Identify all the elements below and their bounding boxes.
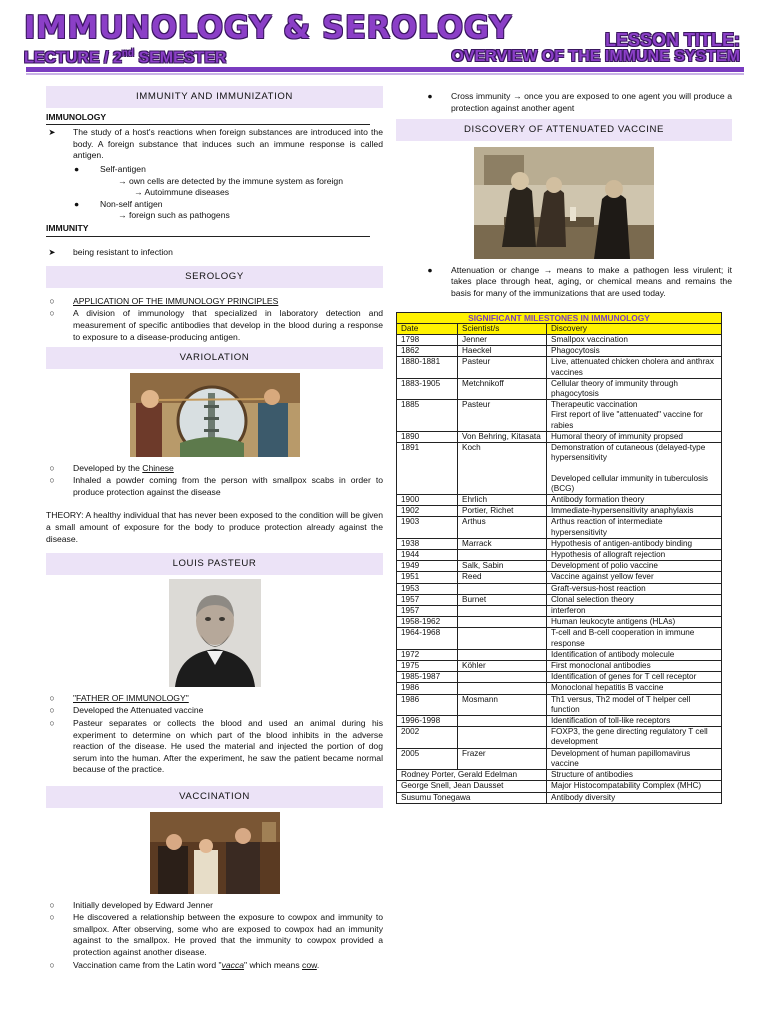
table-row — [397, 628, 722, 649]
milestones-table-body — [397, 312, 722, 803]
cell-discovery: Demonstration of cutaneous (delayed-type hypersensitivity Developed cellular immunity in tuberculosis (BCG) — [547, 443, 722, 495]
variolation-item-2 — [46, 475, 383, 498]
nonself-antigen-detail: → foreign such as pathogens — [118, 210, 230, 221]
attenuation-item — [396, 265, 732, 300]
circle-bullet-icon: ○ — [49, 308, 55, 319]
cell-date: 1900 — [397, 495, 458, 506]
attenuation-text: Attenuation or change → means to make a pathogen less virulent; it takes place through heat, aging, or chemical means and remains the basis for many of the immunizations that are used today. — [451, 264, 732, 298]
cell-discovery: Antibody diversity — [547, 792, 722, 803]
cell-discovery: Immediate-hypersensitivity anaphylaxis — [547, 506, 722, 517]
dot-bullet-icon: ● — [427, 91, 433, 101]
table-row — [397, 495, 722, 506]
lecture-sup: nd — [121, 48, 135, 59]
immunology-heading: IMMUNOLOGY — [46, 112, 370, 126]
cell-date: 1985-1987 — [397, 672, 458, 683]
self-antigen-detail-1: → own cells are detected by the immune system as foreign — [118, 175, 343, 186]
cell-scientist: Pasteur — [458, 400, 547, 432]
cell-date: 1957 — [397, 606, 458, 617]
table-row — [397, 694, 722, 715]
table-row-wide — [397, 770, 722, 781]
cell-date: 1996-1998 — [397, 716, 458, 727]
cell-discovery: First monoclonal antibodies — [547, 661, 722, 672]
vaccination-item-1 — [46, 900, 383, 912]
cell-scientists: George Snell, Jean Dausset — [397, 781, 547, 792]
pasteur-item-1 — [46, 693, 383, 705]
arrow-bullet-icon: ➤ — [48, 246, 56, 257]
vaccination-item-3-pre: Vaccination came from the Latin word " — [73, 959, 222, 970]
cell-scientist — [458, 583, 547, 594]
cell-discovery: Cellular theory of immunity through phagocytosis — [547, 378, 722, 399]
table-row — [397, 443, 722, 495]
lecture-prefix: LECTURE / 2 — [24, 49, 122, 67]
table-caption: SIGNIFICANT MILESTONES IN IMMUNOLOGY — [397, 312, 722, 323]
cross-immunity-text: Cross immunity → once you are exposed to one agent you will produce a protection against another agent — [451, 91, 732, 113]
circle-bullet-icon: ○ — [49, 462, 55, 473]
cell-scientist — [458, 727, 547, 748]
cell-scientist: Jenner — [458, 334, 547, 345]
section-variolation: VARIOLATION — [46, 347, 383, 369]
cell-scientist — [458, 683, 547, 694]
cell-scientist — [458, 672, 547, 683]
cell-date: 1883-1905 — [397, 378, 458, 399]
milestones-table — [396, 312, 722, 804]
dot-bullet-icon: ● — [74, 163, 80, 174]
circle-bullet-icon: ○ — [49, 692, 55, 703]
table-row — [397, 716, 722, 727]
table-row — [397, 431, 722, 442]
cell-discovery: Vaccine against yellow fever — [547, 572, 722, 583]
cell-discovery: Therapeutic vaccination First report of live "attenuated" vaccine for rabies — [547, 400, 722, 432]
table-caption-row — [397, 312, 722, 323]
self-antigen-item — [46, 164, 383, 176]
cell-scientist: Mosmann — [458, 694, 547, 715]
section-attenuated-vaccine: DISCOVERY OF ATTENUATED VACCINE — [396, 119, 732, 141]
cell-date: 1944 — [397, 550, 458, 561]
table-row — [397, 517, 722, 538]
circle-bullet-icon: ○ — [49, 899, 55, 910]
section-louis-pasteur: LOUIS PASTEUR — [46, 553, 383, 575]
cell-scientist: Pasteur — [458, 357, 547, 378]
cell-scientist: Ehrlich — [458, 495, 547, 506]
self-antigen-detail-2: → Autoimmune diseases — [134, 187, 230, 198]
cell-discovery: Hypothesis of antigen-antibody binding — [547, 538, 722, 549]
pasteur-item-2-text: Developed the Attenuated vaccine — [73, 705, 204, 716]
circle-bullet-icon: ○ — [49, 295, 55, 306]
lecture-suffix: SEMESTER — [134, 49, 227, 67]
pasteur-item-2 — [46, 705, 383, 717]
cell-date: 1953 — [397, 583, 458, 594]
cell-scientist — [458, 550, 547, 561]
table-row — [397, 606, 722, 617]
cell-discovery: Development of polio vaccine — [547, 561, 722, 572]
cell-scientists: Susumu Tonegawa — [397, 792, 547, 803]
cell-discovery: Clonal selection theory — [547, 594, 722, 605]
vaccination-item-2-text: He discovered a relationship between the exposure to cowpox and immunity to smallpox. After observing, some who are exposed to cowpox had an immunity against to the smallpox. He proved that the immunity to cowpox provided a protection against another disease. — [73, 912, 383, 957]
immunity-definition — [46, 247, 383, 259]
table-row — [397, 748, 722, 769]
cell-scientist: Metchnikoff — [458, 378, 547, 399]
cell-date: 1938 — [397, 538, 458, 549]
dot-bullet-icon: ● — [427, 264, 433, 275]
cell-date: 1986 — [397, 683, 458, 694]
cell-scientist — [458, 617, 547, 628]
cell-discovery: Major Histocompatability Complex (MHC) — [547, 781, 722, 792]
circle-bullet-icon: ○ — [49, 475, 55, 486]
pasteur-item-1-text: "FATHER OF IMMUNOLOGY" — [73, 692, 189, 703]
table-row — [397, 727, 722, 748]
dot-bullet-icon: ● — [74, 198, 80, 209]
cell-date: 1891 — [397, 443, 458, 495]
variolation-item-1 — [46, 463, 383, 475]
header-date: Date — [397, 323, 458, 334]
table-row-wide — [397, 792, 722, 803]
immunology-definition — [46, 127, 383, 162]
cell-discovery: Phagocytosis — [547, 346, 722, 357]
cell-date: 1975 — [397, 661, 458, 672]
table-row — [397, 594, 722, 605]
cell-scientist: Burnet — [458, 594, 547, 605]
table-header-row — [397, 323, 722, 334]
vaccination-item-2 — [46, 912, 383, 958]
circle-bullet-icon: ○ — [49, 959, 55, 970]
cell-date: 1949 — [397, 561, 458, 572]
table-row — [397, 506, 722, 517]
cell-discovery: T-cell and B-cell cooperation in immune response — [547, 628, 722, 649]
table-row — [397, 538, 722, 549]
immunology-definition-text: The study of a host's reactions when foreign substances are introduced into the body. A foreign substance that induces such an immune response is called antigen. — [73, 127, 383, 161]
table-row — [397, 683, 722, 694]
variolation-chinese: Chinese — [142, 462, 174, 473]
table-row — [397, 572, 722, 583]
circle-bullet-icon: ○ — [49, 718, 55, 729]
pasteur-item-3 — [46, 718, 383, 776]
table-row — [397, 400, 722, 432]
lesson-title-label: LESSON TITLE: — [605, 30, 740, 50]
cell-discovery: Identification of antibody molecule — [547, 649, 722, 660]
cell-scientist: Von Behring, Kitasata — [458, 431, 547, 442]
cell-discovery: Smallpox vaccination — [547, 334, 722, 345]
circle-bullet-icon: ○ — [49, 705, 55, 716]
cell-discovery: FOXP3, the gene directing regulatory T cell development — [547, 727, 722, 748]
table-row — [397, 583, 722, 594]
cell-date: 1885 — [397, 400, 458, 432]
right-column — [396, 86, 732, 804]
variolation-item-2-text: Inhaled a powder coming from the person with smallpox scabs in order to produce protection against the disease — [73, 475, 383, 497]
cell-date: 2005 — [397, 748, 458, 769]
vaccination-latin-word: vacca — [221, 959, 245, 970]
cell-scientist: Salk, Sabin — [458, 561, 547, 572]
section-serology: SEROLOGY — [46, 266, 383, 288]
cell-discovery: Antibody formation theory — [547, 495, 722, 506]
table-row-wide — [397, 781, 722, 792]
circle-bullet-icon: ○ — [49, 912, 55, 923]
cell-date: 1903 — [397, 517, 458, 538]
cell-discovery: Monoclonal hepatitis B vaccine — [547, 683, 722, 694]
cell-scientist: Reed — [458, 572, 547, 583]
cell-date: 1957 — [397, 594, 458, 605]
cell-date: 2002 — [397, 727, 458, 748]
cell-date: 1798 — [397, 334, 458, 345]
cell-date: 1958-1962 — [397, 617, 458, 628]
cell-discovery: Live, attenuated chicken cholera and anthrax vaccines — [547, 357, 722, 378]
cell-discovery: Humoral theory of immunity propsed — [547, 431, 722, 442]
cell-scientist: Marrack — [458, 538, 547, 549]
cell-date: 1890 — [397, 431, 458, 442]
cell-date: 1964-1968 — [397, 628, 458, 649]
header-scientists: Scientist/s — [458, 323, 547, 334]
vaccination-painting — [150, 812, 280, 894]
pasteur-item-3-text: Pasteur separates or collects the blood and used an animal during his experiment to determine on which part of the blood inhibits in the adverse reaction of the disease. He used the material and injected the portion of dog serum into the human. After the experiment, he saw the patient became normal because of the practice. — [73, 718, 383, 775]
cell-discovery: Structure of antibodies — [547, 770, 722, 781]
cell-scientist: Koch — [458, 443, 547, 495]
lecture-semester — [24, 48, 226, 67]
immunity-heading: IMMUNITY — [46, 223, 370, 237]
vaccination-item-1-text: Initially developed by Edward Jenner — [73, 899, 213, 910]
laboratory-engraving — [474, 147, 654, 259]
header-discovery: Discovery — [547, 323, 722, 334]
louis-pasteur-portrait — [169, 579, 261, 687]
table-row — [397, 661, 722, 672]
cell-discovery: Identification of genes for T cell receptor — [547, 672, 722, 683]
cell-date: 1951 — [397, 572, 458, 583]
variolation-item-1-text: Developed by the — [73, 462, 143, 473]
left-column — [46, 86, 383, 972]
course-title: IMMUNOLOGY & SEROLOGY — [24, 10, 512, 46]
vaccination-cow-word: cow — [302, 959, 317, 970]
cell-scientist: Köhler — [458, 661, 547, 672]
table-row — [397, 334, 722, 345]
cell-discovery: Hypothesis of allograft rejection — [547, 550, 722, 561]
header-rule — [26, 67, 744, 72]
cell-date: 1902 — [397, 506, 458, 517]
section-vaccination: VACCINATION — [46, 786, 383, 808]
serology-item-1-text: APPLICATION OF THE IMMUNOLOGY PRINCIPLES — [73, 295, 279, 306]
cell-date: 1972 — [397, 649, 458, 660]
cell-discovery: Identification of toll-like receptors — [547, 716, 722, 727]
nonself-antigen-item — [46, 199, 383, 211]
cell-discovery: Th1 versus, Th2 model of T helper cell function — [547, 694, 722, 715]
table-row — [397, 649, 722, 660]
table-row — [397, 550, 722, 561]
serology-item-2-text: A division of immunology that specialized in laboratory detection and measurement of specific antibodies that develop in the blood during a response to exposure to a disease-producing antigen. — [73, 308, 383, 342]
section-immunity-immunization: IMMUNITY AND IMMUNIZATION — [46, 86, 383, 108]
cross-immunity-item — [396, 91, 732, 114]
serology-item-2 — [46, 308, 383, 343]
table-row — [397, 357, 722, 378]
cell-scientists: Rodney Porter, Gerald Edelman — [397, 770, 547, 781]
table-row — [397, 672, 722, 683]
table-row — [397, 617, 722, 628]
vaccination-item-3 — [46, 960, 383, 972]
variolation-theory: THEORY: A healthy individual that has never been exposed to the condition will be given a small amount of exposure for the body to produce protection already against the disease. — [46, 510, 383, 544]
cell-date: 1880-1881 — [397, 357, 458, 378]
vaccination-item-3-mid: " which means — [244, 959, 303, 970]
table-row — [397, 346, 722, 357]
serology-item-1 — [46, 296, 383, 308]
arrow-bullet-icon: ➤ — [48, 127, 56, 138]
cell-scientist — [458, 716, 547, 727]
lesson-title: OVERVIEW OF THE IMMUNE SYSTEM — [451, 48, 740, 65]
cell-date: 1986 — [397, 694, 458, 715]
cell-scientist: Frazer — [458, 748, 547, 769]
cell-scientist — [458, 606, 547, 617]
cell-date: 1862 — [397, 346, 458, 357]
cell-scientist: Haeckel — [458, 346, 547, 357]
vaccination-item-3-end: . — [316, 959, 320, 970]
self-antigen-label: Self-antigen — [100, 163, 146, 174]
immunity-definition-text: being resistant to infection — [73, 246, 173, 257]
cell-discovery: Graft-versus-host reaction — [547, 583, 722, 594]
nonself-antigen-label: Non-self antigen — [100, 198, 163, 209]
cell-scientist: Portier, Richet — [458, 506, 547, 517]
table-row — [397, 561, 722, 572]
cell-discovery: Development of human papillomavirus vaccine — [547, 748, 722, 769]
cell-discovery: Human leukocyte antigens (HLAs) — [547, 617, 722, 628]
variolation-illustration — [130, 373, 300, 457]
cell-discovery: interferon — [547, 606, 722, 617]
cell-scientist — [458, 628, 547, 649]
header-rule-light — [26, 73, 744, 75]
cell-discovery: Arthus reaction of intermediate hypersensitivity — [547, 517, 722, 538]
table-row — [397, 378, 722, 399]
cell-scientist — [458, 649, 547, 660]
cell-scientist: Arthus — [458, 517, 547, 538]
